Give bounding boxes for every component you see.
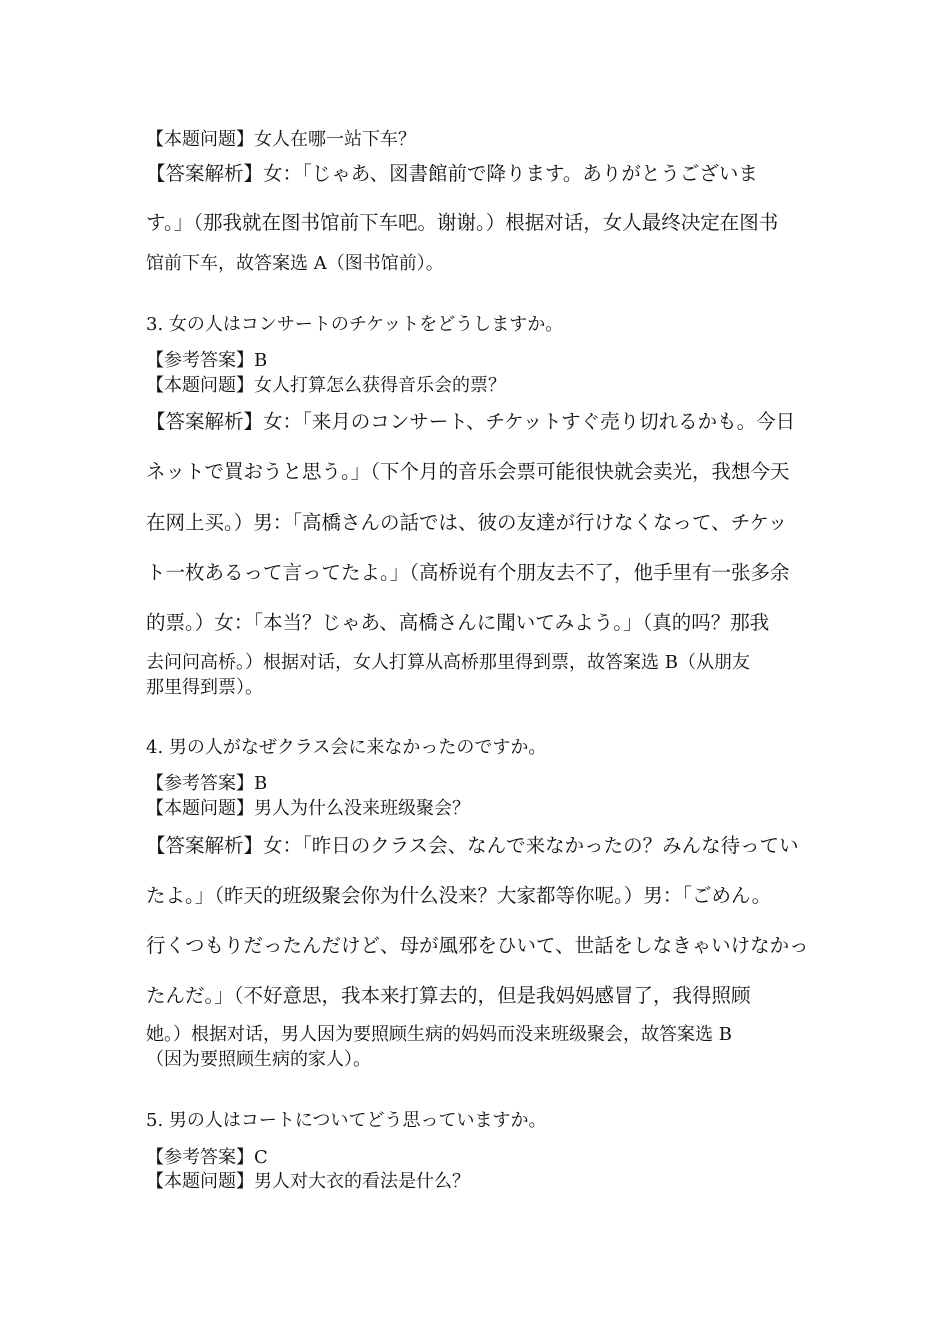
- q3-analysis-line-3: 在网上买。）男：「高橋さんの話では、彼の友達が行けなくなって、チケッ: [146, 511, 788, 534]
- q3-question-line: 【本题问题】女人打算怎么获得音乐会的票？: [146, 375, 506, 396]
- q3-answer-line: 【参考答案】B: [146, 350, 268, 371]
- q3-analysis-line-2: ネットで買おうと思う。」（下个月的音乐会票可能很快就会卖光，我想今天: [146, 460, 790, 483]
- q3-analysis-line-4: ト一枚あるって言ってたよ。」（高桥说有个朋友去不了，他手里有一张多余: [146, 561, 790, 584]
- q4-analysis-line-4: たんだ。」（不好意思，我本来打算去的，但是我妈妈感冒了，我得照顾: [146, 984, 751, 1007]
- q3-analysis-line-1: 【答案解析】女：「来月のコンサート、チケットすぐ売り切れるかも。今日: [146, 410, 796, 433]
- q3-analysis-line-6: 去问问高桥。）根据对话，女人打算从高桥那里得到票，故答案选 B（从朋友: [146, 652, 750, 673]
- q3-analysis-line-7: 那里得到票）。: [146, 677, 263, 698]
- q4-question-line: 【本题问题】男人为什么没来班级聚会？: [146, 798, 470, 819]
- q2-question-line: 【本题问题】女人在哪一站下车？: [146, 129, 416, 150]
- q3-title: 3. 女の人はコンサートのチケットをどうしますか。: [146, 314, 564, 335]
- q4-analysis-line-6: （因为要照顾生病的家人）。: [146, 1049, 371, 1070]
- q5-question-line: 【本题问题】男人对大衣的看法是什么？: [146, 1171, 470, 1192]
- q2-analysis-line-3: 馆前下车，故答案选 A（图书馆前）。: [146, 253, 444, 274]
- q2-analysis-line-2: す。」（那我就在图书馆前下车吧。谢谢。）根据对话，女人最终决定在图书: [146, 211, 779, 234]
- q5-answer-line: 【参考答案】C: [146, 1147, 268, 1168]
- q4-answer-line: 【参考答案】B: [146, 773, 268, 794]
- q4-analysis-line-5: 她。）根据对话，男人因为要照顾生病的妈妈而没来班级聚会，故答案选 B: [146, 1024, 732, 1045]
- q3-analysis-line-5: 的票。）女：「本当？じゃあ、高橋さんに聞いてみよう。」（真的吗？那我: [146, 611, 770, 634]
- q4-analysis-line-3: 行くつもりだったんだけど、母が風邪をひいて、世話をしなきゃいけなかっ: [146, 934, 809, 957]
- q2-analysis-line-1: 【答案解析】女：「じゃあ、図書館前で降ります。ありがとうございま: [146, 162, 758, 185]
- q4-title: 4. 男の人がなぜクラス会に来なかったのですか。: [146, 737, 547, 758]
- q4-analysis-line-2: たよ。」（昨天的班级聚会你为什么没来？大家都等你呢。）男：「ごめん。: [146, 884, 772, 907]
- q5-title: 5. 男の人はコートについてどう思っていますか。: [146, 1110, 547, 1131]
- q4-analysis-line-1: 【答案解析】女：「昨日のクラス会、なんで来なかったの？みんな待ってい: [146, 834, 799, 857]
